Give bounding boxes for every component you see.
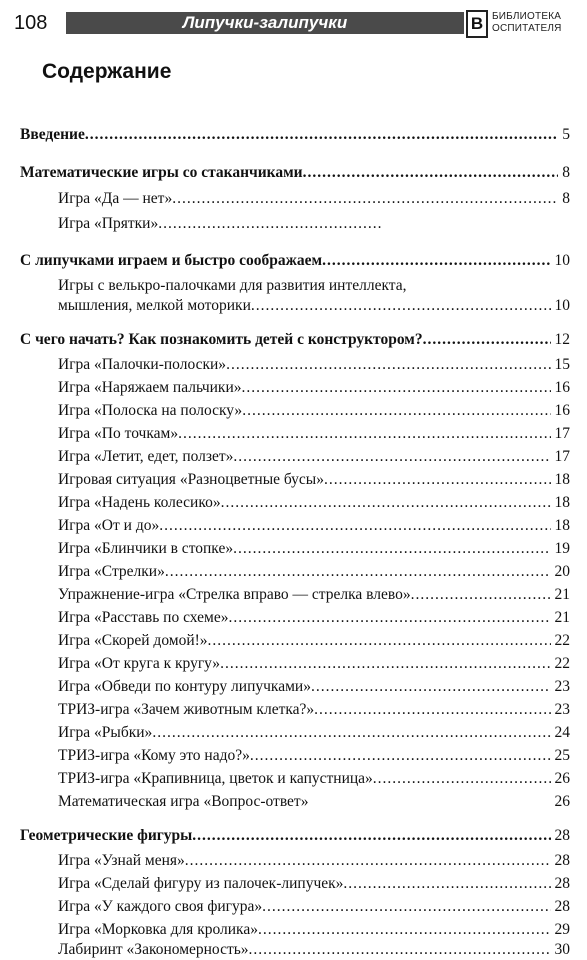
toc-entry-label: Игра «Надень колесико» — [58, 494, 221, 511]
toc-entry[interactable] — [20, 330, 570, 350]
toc-entry[interactable] — [58, 585, 570, 605]
toc-entry[interactable] — [58, 769, 570, 789]
toc-entry-page: 28 — [554, 827, 570, 844]
logo-letter: В — [466, 10, 488, 38]
logo-line-2: ОСПИТАТЕЛЯ — [492, 23, 562, 34]
toc-entry[interactable] — [58, 940, 570, 960]
toc-entry-page: 30 — [554, 941, 570, 958]
toc-entry[interactable] — [58, 539, 570, 559]
toc-entry[interactable] — [58, 897, 570, 917]
toc-entry[interactable] — [20, 125, 570, 145]
toc-entry-page: 17 — [554, 425, 570, 442]
toc-entry-page: 24 — [554, 724, 570, 741]
toc-entry[interactable] — [58, 401, 570, 421]
toc-entry-page: 8 — [562, 190, 570, 207]
toc-entry[interactable] — [58, 677, 570, 697]
toc-entry[interactable] — [58, 792, 570, 812]
toc-entry-label: Лабиринт «Закономерность» — [58, 941, 249, 958]
toc-entry[interactable] — [58, 447, 570, 467]
toc-entry-page: 29 — [554, 921, 570, 938]
toc-entry[interactable] — [58, 355, 570, 375]
toc-entry-label: Игра «Скорей домой!» — [58, 632, 208, 649]
toc-entry-label: Игра «Рыбки» — [58, 724, 153, 741]
toc-entry[interactable] — [58, 746, 570, 766]
toc-entry-page: 16 — [554, 379, 570, 396]
toc-entry-label: Математические игры со стаканчиками — [20, 164, 303, 181]
running-header — [14, 10, 572, 36]
toc-entry-label: Игра «Полоска на полоску» — [58, 402, 243, 419]
toc-entry-page: 18 — [554, 494, 570, 511]
page-number: 108 — [14, 12, 48, 34]
toc-entry-wrapped-line: Игры с велькро-палочками для развития интеллекта, — [58, 277, 407, 294]
toc-entry-label: Игра «Палочки-полоски» — [58, 356, 227, 373]
toc-entry[interactable] — [20, 826, 570, 846]
toc-entry-label: Игра «Морковка для кролика» — [58, 921, 258, 938]
toc-entry-label: Игра «Узнай меня» — [58, 852, 185, 869]
toc-entry-label: ТРИЗ-игра «Крапивница, цветок и капустница» — [58, 770, 373, 787]
logo-text — [492, 11, 562, 35]
toc-entry-page: 28 — [554, 898, 570, 915]
toc-entry[interactable] — [58, 723, 570, 743]
toc-entry-page: 15 — [554, 356, 570, 373]
toc-entry-label: Игра «От круга к кругу» — [58, 655, 221, 672]
toc-entry-label: Математическая игра «Вопрос-ответ» — [58, 793, 309, 810]
toc-entry-page: 21 — [554, 586, 570, 603]
toc-entry-label: Игра «Обведи по контуру липучками» — [58, 678, 311, 695]
toc-entry-label: Игра «От и до» — [58, 517, 160, 534]
toc-entry-label: Упражнение-игра «Стрелка вправо — стрелка влево» — [58, 586, 411, 603]
toc-entry-page: 20 — [554, 563, 570, 580]
toc-entry-page: 22 — [554, 632, 570, 649]
toc-entry[interactable] — [58, 562, 570, 582]
toc-entry-label: Игра «По точкам» — [58, 425, 179, 442]
toc-entry-label: Игра «Блинчики в стопке» — [58, 540, 234, 557]
toc-entry[interactable] — [58, 631, 570, 651]
toc-entry-label: Введение — [20, 126, 85, 143]
toc-entry-page: 23 — [554, 678, 570, 695]
toc-entry[interactable] — [20, 251, 570, 271]
toc-entry-page: 26 — [554, 793, 570, 810]
toc-entry-page: 22 — [554, 655, 570, 672]
toc-entry-label: Игра «Летит, едет, ползет» — [58, 448, 234, 465]
toc-entry[interactable] — [58, 214, 387, 234]
toc-entry-page: 28 — [554, 875, 570, 892]
toc-entry-label: С чего начать? Как познакомить детей с конструктором? — [20, 331, 423, 348]
toc-entry[interactable] — [58, 851, 570, 871]
toc-entry[interactable] — [20, 163, 570, 183]
toc-entry-label: Игра «У каждого своя фигура» — [58, 898, 263, 915]
toc-entry-label: Игра «Прятки» — [58, 215, 159, 232]
toc-entry-label: Игровая ситуация «Разноцветные бусы» — [58, 471, 324, 488]
toc-entry-label: мышления, мелкой моторики — [58, 297, 251, 314]
series-logo — [466, 10, 572, 36]
toc-entry[interactable] — [58, 516, 570, 536]
toc-entry-page: 5 — [562, 126, 570, 143]
toc-entry[interactable] — [58, 424, 570, 444]
toc-entry[interactable] — [58, 189, 570, 209]
toc-entry-page: 18 — [554, 471, 570, 488]
toc-entry[interactable] — [58, 920, 570, 940]
toc-entry-page: 10 — [554, 297, 570, 314]
toc-entry[interactable] — [58, 874, 570, 894]
toc-entry-label: Игра «Сделай фигуру из палочек-липучек» — [58, 875, 344, 892]
toc-entry[interactable] — [58, 470, 570, 490]
toc-entry-page: 28 — [554, 852, 570, 869]
toc-entry-page: 18 — [554, 517, 570, 534]
toc-entry-label: С липучками играем и быстро соображаем — [20, 252, 323, 269]
toc-entry-label: Игра «Да — нет» — [58, 190, 173, 207]
toc-entry-label: Игра «Расставь по схеме» — [58, 609, 229, 626]
toc-entry-page: 10 — [554, 252, 570, 269]
toc-entry-page: 25 — [554, 747, 570, 764]
toc-entry-page: 8 — [562, 164, 570, 181]
toc-entry-label: Игра «Наряжаем пальчики» — [58, 379, 242, 396]
toc-entry[interactable] — [58, 378, 570, 398]
toc-entry[interactable] — [58, 296, 570, 316]
toc-entry-label: Геометрические фигуры — [20, 827, 193, 844]
toc-entry-page: 21 — [554, 609, 570, 626]
toc-entry-page: 12 — [554, 331, 570, 348]
toc-entry-page: 17 — [554, 448, 570, 465]
toc-entry-page: 23 — [554, 701, 570, 718]
toc-entry[interactable] — [58, 493, 570, 513]
running-title: Липучки-залипучки — [66, 12, 464, 34]
toc-entry-label: ТРИЗ-игра «Кому это надо?» — [58, 747, 250, 764]
page-title: Содержание — [42, 60, 172, 83]
toc-entry-page: 16 — [554, 402, 570, 419]
toc-entry[interactable] — [58, 608, 570, 628]
toc-entry-label: ТРИЗ-игра «Зачем животным клетка?» — [58, 701, 315, 718]
toc-entry-label: Игра «Стрелки» — [58, 563, 165, 580]
toc-entry[interactable] — [58, 654, 570, 674]
toc-entry-page: 26 — [554, 770, 570, 787]
toc-entry[interactable] — [58, 700, 570, 720]
toc-entry-page: 19 — [554, 540, 570, 557]
logo-line-1: БИБЛИОТЕКА — [492, 11, 562, 22]
